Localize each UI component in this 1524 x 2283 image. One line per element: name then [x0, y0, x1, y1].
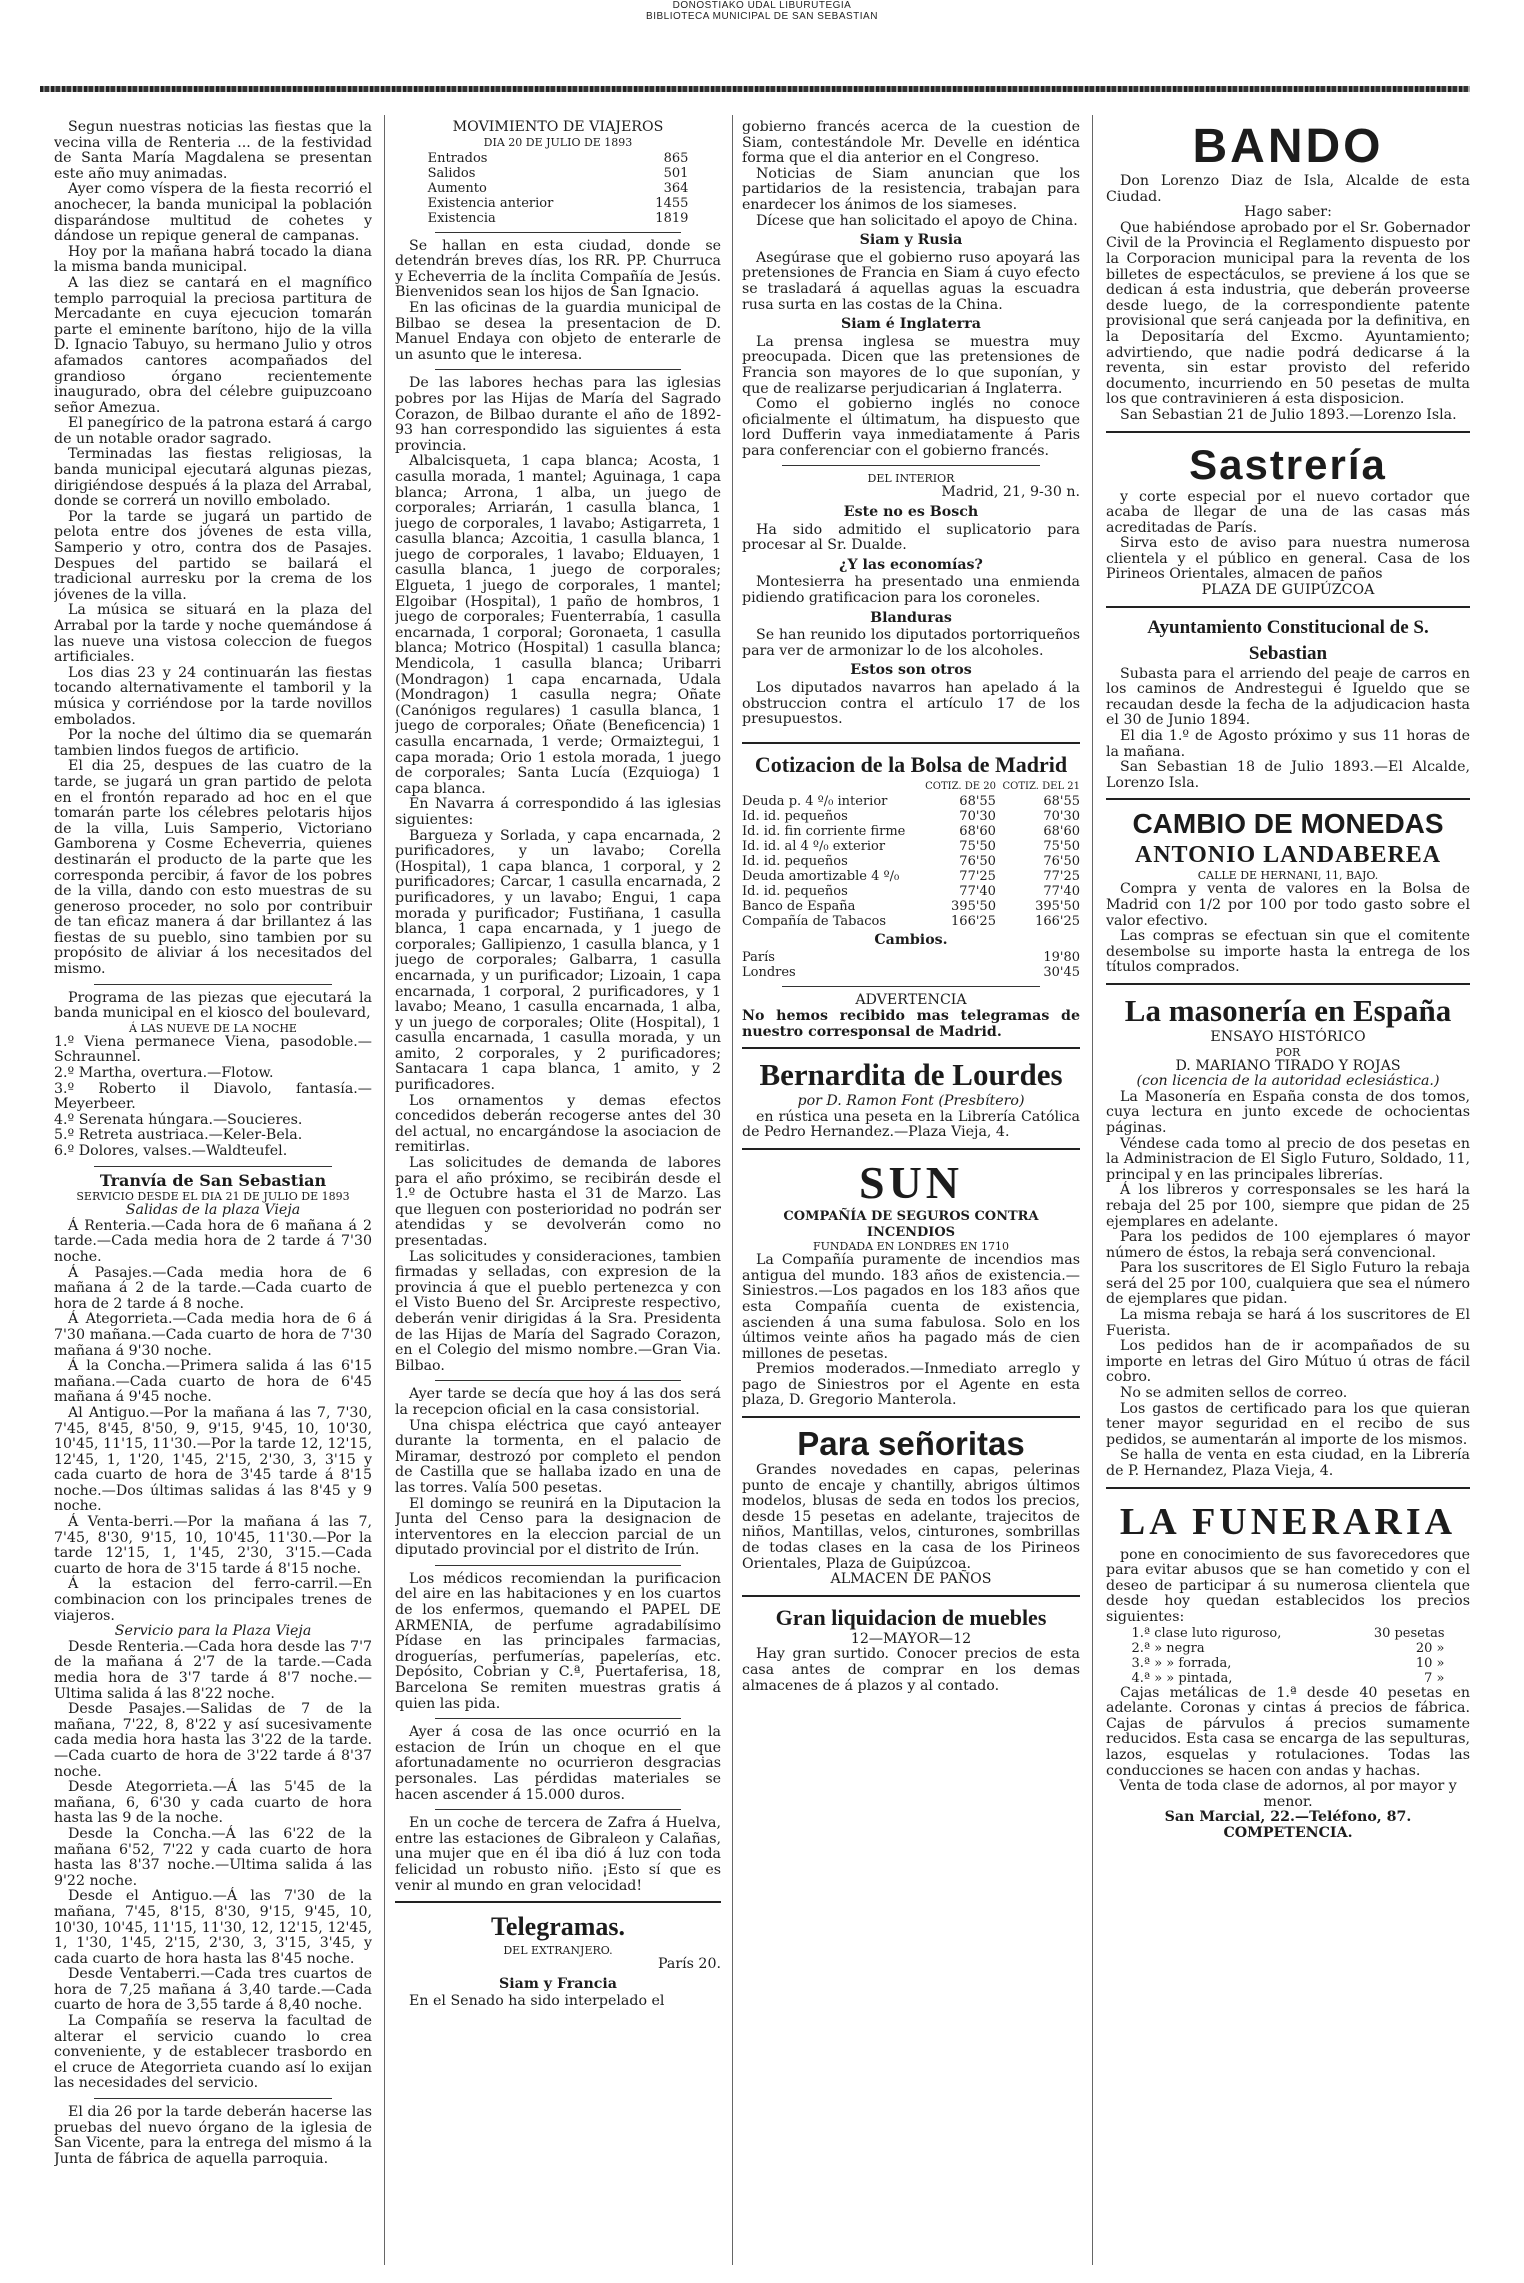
- paragraph: El panegírico de la patrona estará á cargo de un notable orador sagrado.: [54, 415, 372, 447]
- section-heading: ¿Y las economías?: [839, 556, 983, 573]
- paragraph: Noticias de Siam anuncian que los partidarios de la resistencia, trabajan para enardecer los ánimos de los siameses.: [742, 165, 1080, 213]
- column-divider: [1092, 115, 1093, 2265]
- paragraph: Las solicitudes de demanda de labores para el año próximo, se recibirán desde el 1.º de Octubre hasta el 31 de Marzo. Las que lleguen con posterioridad no podrán ser atendidas y se devolverán como no presentadas.: [395, 1155, 721, 1249]
- table-row: [742, 824, 1080, 839]
- paragraph: El dia 1.º de Agosto próximo y sus 11 horas de la mañana.: [1106, 728, 1470, 760]
- section-subheading: Salidas de la plaza Vieja: [125, 1202, 301, 1219]
- ad-title: La masonería en España: [1124, 992, 1452, 1028]
- table-cell: Id. id. fin corriente firme: [742, 823, 906, 839]
- table-cell: 4.ª » » pintada,: [1131, 1670, 1233, 1686]
- paragraph: Á Pasajes.—Cada media hora de 6 mañana á 2 de la tarde.—Cada cuarto de hora de 2 tarde á 8 noche.: [54, 1264, 372, 1312]
- paragraph: Los pedidos han de ir acompañados de su importe en letras del Giro Mútuo ú otras de fácil cobro.: [1106, 1338, 1470, 1386]
- table-cell: 76'50: [959, 853, 996, 869]
- table-cell: Salidos: [427, 165, 476, 181]
- paragraph: La música se situará en la plaza del Arrabal por la tarde y noche quemándose á las nueve una vistosa coleccion de fuegos artificiales.: [54, 602, 372, 666]
- paragraph: Don Lorenzo Diaz de Isla, Alcalde de esta Ciudad.: [1106, 173, 1470, 205]
- paragraph: Desde el Antiguo.—Á las 7'30 de la mañana, 7'45, 8'15, 8'30, 9'15, 9'45, 10, 10'30, 10'45, 11'15, 11'30, 12, 12'15, 12'45, 1, 1'30, 1'45, 2'15, 2'30, 3, 3'15, 3'45, y cada cuarto de hora hasta las 8'45 noche.: [54, 1888, 372, 1967]
- telegrams-heading: Telegramas.: [490, 1912, 626, 1942]
- paragraph: Á Ategorrieta.—Cada media hora de 6 á 7'30 mañana.—Cada cuarto de hora de 7'30 mañana á 9'30 noche.: [54, 1311, 372, 1359]
- table-cell: 166'25: [1035, 913, 1080, 929]
- archive-header-line1: DONOSTIAKO UDAL LIBURUTEGIA: [672, 0, 852, 11]
- table-cell: 7 »: [1424, 1670, 1445, 1686]
- table-cell: Aumento: [427, 180, 487, 196]
- ad-title: LA FUNERARIA: [1119, 1500, 1457, 1543]
- section-heading: Siam é Inglaterra: [841, 316, 981, 333]
- divider: [435, 1565, 681, 1566]
- paragraph: Los médicos recomiendan la purificacion del aire en las habitaciones y en los cuartos de los enfermos, quemando el PAPEL DE ARMENIA, de perfume agradabilísimo Pídase en las principales farmacias, droguerías, perfumerías, papelerías, etc. Depósito, Cobrian y C.ª, Puertaferisa, 18, Barcelona Se remiten muestras gratis á quien las pida.: [395, 1570, 721, 1712]
- table-cell: 68'60: [959, 823, 996, 839]
- bando-title: BANDO: [1192, 120, 1384, 173]
- divider: [742, 1148, 1080, 1150]
- table-cell: Id. id. pequeños: [742, 883, 848, 899]
- ad-footer: PLAZA DE GUIPÚZCOA: [1201, 582, 1375, 599]
- section-heading: Cambios.: [874, 931, 948, 948]
- ad-subtitle: (con licencia de la autoridad eclesiástica.): [1136, 1073, 1440, 1090]
- table-cell: Id. id. pequeños: [742, 808, 848, 824]
- paragraph: Sirva esto de aviso para nuestra numerosa clientela y el público en general. Casa de los Pirineos Orientales, almacen de paños: [1106, 535, 1470, 583]
- table-cell: Id. id. al 4 º/₀ exterior: [742, 838, 886, 854]
- ad-title: Ayuntamiento Constitucional de S. Sebastian: [1147, 616, 1429, 664]
- paragraph: Subasta para el arriendo del peaje de carros en los caminos de Andrestegui é Igueldo que se recaudan desde la fecha de la adjudicacion hasta el 30 de Junio 1894.: [1106, 665, 1470, 729]
- paragraph: En las oficinas de la guardia municipal de Bilbao se desea la presentacion de D. Manuel Endaya con objeto de enterarle de un asunto que le interesa.: [395, 299, 721, 363]
- divider: [94, 2098, 332, 2099]
- table-cell: Londres: [742, 965, 796, 981]
- paragraph: Hoy por la mañana habrá tocado la diana la misma banda municipal.: [54, 243, 372, 276]
- table-cell: París: [742, 950, 775, 966]
- section-heading: Siam y Francia: [499, 1975, 617, 1992]
- paragraph: Dícese que han solicitado el apoyo de China.: [756, 212, 1078, 229]
- archive-header-line2: BIBLIOTECA MUNICIPAL DE SAN SEBASTIAN: [646, 11, 878, 22]
- table-cell: 70'30: [1043, 808, 1080, 824]
- section-heading: Siam y Rusia: [859, 232, 963, 249]
- ad-title: Para señoritas: [797, 1425, 1025, 1463]
- paragraph: Desde Ventaberri.—Cada tres cuartos de hora de 7,25 mañana á 3,40 tarde.—Cada cuarto de hora de 3,55 tarde á 8,40 noche.: [54, 1966, 372, 2014]
- paragraph: Ayer tarde se decía que hoy á las dos será la recepcion oficial en la casa consistorial.: [395, 1386, 721, 1418]
- ad-footer: ALMACEN DE PAÑOS: [830, 1571, 992, 1588]
- paragraph: Albalcisqueta, 1 capa blanca; Acosta, 1 casulla morada, 1 mantel; Aguinaga, 1 capa blanca; Arrona, 1 alba, un juego de corporales; Arriarán, 1 casulla blanca, 1 juego de corporales, 1 lavabo; Astigarreta, 1 casulla blanca; Azcoitia, 1 casulla blanca, 1 juego de corporales, 1 lavabo; Elduayen, 1 casulla blanca, 1 juego de corporales; Elgueta, 1 juego de corporales, 1 mantel; Elgoibar (Hospital), 1 paño de hombros, 1 juego de corporales; Fuenterrabía, 1 casulla encarnada, 1 corporal; Goronaeta, 1 casulla blanca; Motrico (Hospital) 1 casulla blanca; Mendicola, 1 casulla blanca; Uribarri (Mondragon) 1 capa encarnada, Udala (Mondragon) 1 casulla negra; Oñate (Canónigos regulares) 1 casulla blanca, 1 juego de corporales; Oñate (Beneficencia) 1 casulla encarnada, 1 verde; Ormaiztegui, 1 capa morada; Orio 1 estola morada, 1 juego de corporales; Santa Lucía (Ezquioga) 1 capa blanca.: [395, 453, 721, 797]
- table-cell: Banco de España: [742, 898, 856, 914]
- divider: [435, 1718, 681, 1719]
- divider: [742, 1047, 1080, 1049]
- paragraph: Una chispa eléctrica que cayó anteayer durante la tormenta, en el palacio de Miramar, destrozó por completo el pendon de Castilla que se hallaba izado en una de las torres. Valía 500 pesetas.: [395, 1417, 721, 1496]
- column-divider: [384, 115, 385, 2265]
- table-cell: 395'50: [1035, 898, 1080, 914]
- table-cell: 77'25: [1043, 868, 1080, 884]
- paragraph: Terminadas las fiestas religiosas, la banda municipal ejecutará algunas piezas, dirigiéndose después á la plaza del Arrabal, donde se correrá un novillo embolado.: [54, 446, 372, 510]
- paragraph: Se han reunido los diputados portorriqueños para ver de armonizar lo de los alcoholes.: [742, 627, 1080, 659]
- paragraph: Los diputados navarros han apelado á la obstruccion contra el artículo 17 de los presupuestos.: [742, 680, 1080, 728]
- list-item: 5.º Retreta austriaca.—Keler-Bela.: [54, 1127, 303, 1144]
- table-row: [1131, 1671, 1444, 1686]
- table-cell: 364: [663, 180, 689, 196]
- section-subheading: SERVICIO DESDE EL DIA 21 DE JULIO DE 1893: [76, 1190, 350, 1204]
- table-cell: 3.ª » » forrada,: [1131, 1655, 1232, 1671]
- divider: [782, 465, 1040, 466]
- table-cell: 395'50: [951, 898, 996, 914]
- paragraph: Á la Concha.—Primera salida á las 6'15 mañana.—Cada cuarto de hora de 6'45 mañana á 9'45 noche.: [54, 1358, 372, 1406]
- paragraph: Para los suscritores de El Siglo Futuro la rebaja será del 25 por 100, cualquiera que sea el número de ejemplares que pidan.: [1106, 1260, 1470, 1308]
- ad-subtitle: ENSAYO HISTÓRICO: [1210, 1028, 1366, 1045]
- exchange-table: [742, 950, 1080, 980]
- table-cell: 76'50: [1043, 853, 1080, 869]
- paragraph: Ayer á cosa de las once ocurrió en la estacion de Irún un choque en el que afortunadamente no ocurrieron desgracias personales. Las pérdidas materiales se hacen ascender á 15.000 duros.: [395, 1724, 721, 1803]
- table-cell: Deuda amortizable 4 º/₀: [742, 868, 900, 884]
- archive-header: [0, 0, 1524, 22]
- table-cell: 2.ª » negra: [1131, 1640, 1205, 1656]
- divider: [742, 742, 1080, 744]
- paragraph: Á la estacion del ferro-carril.—En combinacion con los principales trenes de viajeros.: [54, 1576, 372, 1624]
- ad-subtitle: 12—MAYOR—12: [850, 1630, 972, 1647]
- paragraph: En un coche de tercera de Zafra á Huelva, entre las estaciones de Gibraleon y Calañas, una mujer que en él iba dió á luz con toda felicidad un robusto niño. ¡Esto sí que es venir al mundo en gran velocidad!: [395, 1815, 721, 1894]
- paragraph: Compra y venta de valores en la Bolsa de Madrid con 1/2 por 100 por todo gasto sobre el valor efectivo.: [1106, 881, 1470, 929]
- ad-title: Gran liquidacion de muebles: [775, 1604, 1047, 1630]
- price-table: [1131, 1626, 1444, 1686]
- divider: [395, 1901, 721, 1903]
- paragraph: Segun nuestras noticias las fiestas que la vecina villa de Renteria ... de la festividad de Santa María Magdalena se presentan este año muy animadas.: [54, 120, 372, 182]
- table-cell: 75'50: [1043, 838, 1080, 854]
- paragraph: Á Venta-berri.—Por la mañana á las 7, 7'45, 8'30, 9'15, 10, 10'45, 11'30.—Por la tarde 12'15, 1, 1'45, 2'30, 3'15.—Cada cuarto de hora de 3'15 tarde á 8'15 noche.: [54, 1514, 372, 1577]
- table-cell: Compañía de Tabacos: [742, 913, 886, 929]
- paragraph: en rústica una peseta en la Librería Católica de Pedro Hernandez.—Plaza Vieja, 4.: [742, 1108, 1080, 1141]
- ad-address: San Marcial, 22.—Teléfono, 87.: [1164, 1809, 1412, 1826]
- section-heading: MOVIMIENTO DE VIAJEROS: [452, 120, 664, 135]
- paragraph: Como el gobierno inglés no conoce oficialmente el últimatum, ha dispuesto que lord Dufferin vaya inmediatamente á Paris para conferenciar con el gobierno francés.: [742, 396, 1080, 459]
- paragraph: Ha sido admitido el suplicatorio para procesar al Sr. Dualde.: [742, 521, 1080, 554]
- ad-address: CALLE DE HERNANI, 11, BAJO.: [1197, 869, 1379, 883]
- table-cell: 68'60: [1043, 823, 1080, 839]
- ad-title: CAMBIO DE MONEDAS: [1132, 808, 1444, 840]
- ad-subtitle: FUNDADA EN LONDRES EN 1710: [813, 1240, 1009, 1254]
- section-subheading: DIA 20 DE JULIO DE 1893: [483, 135, 633, 149]
- divider: [1106, 983, 1470, 985]
- divider: [435, 232, 681, 233]
- list-item: 3.º Roberto il Diavolo, fantasía.—Meyerbeer.: [54, 1080, 372, 1113]
- table-row: [1131, 1626, 1444, 1641]
- table-row: [742, 869, 1080, 884]
- section-heading: Este no es Bosch: [843, 504, 979, 521]
- paragraph: En Navarra á correspondido á las iglesias siguientes:: [395, 796, 721, 828]
- paragraph: Los gastos de certificado para los que quieran tener mayor seguridad en el recibo de sus pedidos, se aumentarán al importe de los mismos.: [1106, 1400, 1470, 1448]
- section-heading: Blanduras: [870, 609, 952, 626]
- paragraph: Premios moderados.—Inmediato arreglo y pago de Siniestros por el Agente en esta plaza, D. Gregorio Manterola.: [742, 1361, 1080, 1409]
- paragraph: No se admiten sellos de correo.: [1120, 1385, 1348, 1402]
- table-cell: 19'80: [1043, 950, 1080, 966]
- paragraph: Programa de las piezas que ejecutará la banda municipal en el kiosco del boulevard,: [54, 989, 372, 1022]
- paragraph: El dia 25, despues de las cuatro de la tarde, se jugará un gran partido de pelota en el frontón reparado ad hoc en el que tomarán parte los célebres pelotaris hijos de la villa, Luis Samperio, Victoriano Gamborena y Cosme Echeverria, quienes destinarán el producto de la parte que les corresponda percibir, á favor de los pobres de la villa, dando con esto muestras de su generoso proceder, no solo por contribuir de tan eficaz manera á dar brillantez á las fiestas de su pueblo, sino tambien por su propósito de aliviar á los necesitados del mismo.: [54, 758, 372, 978]
- ad-subtitle: POR: [1275, 1045, 1301, 1059]
- divider: [435, 1809, 681, 1810]
- paragraph: De las labores hechas para las iglesias pobres por las Hijas de María del Sagrado Corazon, de Bilbao durante el año de 1892-93 han correspondido las siguientes á esta provincia.: [395, 375, 721, 454]
- table-row: [428, 166, 689, 181]
- divider: [435, 1380, 681, 1381]
- top-rule: [40, 86, 1470, 92]
- table-row: [742, 884, 1080, 899]
- ad-title: SUN: [858, 1156, 964, 1208]
- paragraph: Por la tarde se jugará un partido de pelota entre dos jóvenes de esta villa, Samperio y otro, contra dos de Pasajes. Despues del partido se bailará el tradicional aurresku por la crema de los jóvenes de la villa.: [54, 508, 372, 603]
- paragraph: Grandes novedades en capas, pelerinas punto de encaje y chantilly, abrigos últimos modelos, blusas de seda en todos los precios, desde 15 pesetas en adelante, trajecitos de niños, Mantillas, velos, cinturones, sombrillas de todas clases en la casa de los Pirineos Orientales, Plaza de Guipúzcoa.: [742, 1462, 1080, 1572]
- paragraph: El domingo se reunirá en la Diputacion la Junta del Censo para la designacion de interventores en la eleccion parcial de un diputado provincial por el distrito de Irún.: [395, 1495, 721, 1559]
- divider: [1106, 798, 1470, 800]
- table-cell: 30'45: [1043, 965, 1080, 981]
- ad-subtitle: COMPAÑÍA DE SEGUROS CONTRA INCENDIOS: [783, 1208, 1039, 1240]
- table-cell: 166'25: [951, 913, 996, 929]
- ad-subtitle: ANTONIO LANDABEREA: [1134, 842, 1442, 869]
- table-cell: 77'40: [1043, 883, 1080, 899]
- table-cell: 1819: [655, 210, 689, 226]
- section-subheading: Servicio para la Plaza Vieja: [114, 1623, 312, 1640]
- table-cell: Entrados: [427, 150, 488, 166]
- column-3: [742, 120, 1080, 2270]
- table-cell: 1455: [655, 195, 689, 211]
- paragraph: Hago saber:: [1244, 204, 1332, 221]
- table-row: [428, 196, 689, 211]
- paragraph: Á los libreros y corresponsales se les hará la rebaja del 25 por 100, siempre que pidan de 25 ejemplares en adelante.: [1106, 1182, 1470, 1230]
- paragraph: Desde Ategorrieta.—Á las 5'45 de la mañana, 6, 6'30 y cada cuarto de hora hasta las 9 de la noche.: [54, 1779, 372, 1827]
- stock-exchange-heading: Cotizacion de la Bolsa de Madrid: [754, 751, 1068, 777]
- dateline: Madrid, 21, 9-30 n.: [941, 484, 1080, 501]
- paragraph: No hemos recibido mas telegramas de nuestro corresponsal de Madrid.: [742, 1007, 1080, 1040]
- paragraph: Hay gran surtido. Conocer precios de esta casa antes de comprar en los demas almacenes de á plazos y al contado.: [742, 1646, 1080, 1694]
- paragraph: Se halla de venta en esta ciudad, en la Librería de P. Hernandez, Plaza Vieja, 4.: [1106, 1447, 1470, 1479]
- paragraph: La prensa inglesa se muestra muy preocupada. Dicen que las pretensiones de Francia son mayores de lo que suponían, y que de realizarse perjudicarian á Inglaterra.: [742, 333, 1080, 397]
- column-divider: [732, 115, 733, 2265]
- travellers-table: [428, 151, 689, 226]
- table-cell: 68'55: [1043, 793, 1080, 809]
- paragraph: El dia 26 por la tarde deberán hacerse las pruebas del nuevo órgano de la iglesia de San Vicente, para la entrega del mismo á la Junta de fábrica de aquella parroquia.: [54, 2104, 372, 2167]
- paragraph: Desde Renteria.—Cada hora desde las 7'7 de la mañana á 2'7 de la tarde.—Cada media hora de 3'7 tarde á 8'7 noche.—Ultima salida á las 8'22 noche.: [54, 1638, 372, 1702]
- paragraph: La Compañía se reserva la facultad de alterar el servicio cuando lo crea conveniente, y de establecer trasbordo en el cruce de Ategorrieta cuando así lo exijan las necesidades del servicio.: [54, 2013, 372, 2092]
- column-4: [1106, 120, 1470, 2270]
- paragraph: Se hallan en esta ciudad, donde se detendrán breves días, los RR. PP. Churruca y Echeverria de la ínclita Compañía de Jesús. Bienvenidos sean los hijos de San Ignacio.: [395, 237, 721, 301]
- table-cell: 1.ª clase luto riguroso,: [1131, 1625, 1282, 1641]
- table-row: [428, 211, 689, 226]
- table-cell: 77'40: [959, 883, 996, 899]
- column-header: COTIZ. DE 20: [925, 780, 996, 792]
- table-row: [742, 950, 1080, 965]
- divider: [1106, 431, 1470, 433]
- list-item: 1.º Viena permanece Viena, pasodoble.—Schraunnel.: [54, 1033, 372, 1066]
- paragraph: Al Antiguo.—Por la mañana á las 7, 7'30, 7'45, 8'45, 8'50, 9, 9'15, 9'45, 10, 10'30, 10'45, 11'15, 11'30.—Por la tarde 12, 12'15, 12'45, 1, 1'20, 1'45, 2'15, 2'30, 3, 3'15 y cada cuarto de hora de 3'45 tarde á 8'15 noche.—Dos últimas salidas á las 8'45 y 9 noche.: [54, 1404, 372, 1515]
- paragraph: Que habiéndose aprobado por el Sr. Gobernador Civil de la Provincia el Reglamento dispuesto por la Corporacion municipal para la reventa de los billetes de espectáculos, se previene á los que se dedican á esta industria, que deberán proveerse desde luego, de la correspondiente patente provisional que será canjeada por la definitiva, en la Depositaría del Excmo. Ayuntamiento; advirtiendo, que nadie podrá dedicarse á la reventa, sin estar provisto del referido documento, incurriendo en 50 pesetas de multa los que contravinieren á esta disposicion.: [1106, 219, 1470, 408]
- paragraph: Montesierra ha presentado una enmienda pidiendo gratificacion para los coroneles.: [742, 574, 1080, 607]
- paragraph: En el Senado ha sido interpelado el: [409, 1993, 665, 2010]
- divider: [742, 1416, 1080, 1418]
- table-cell: 865: [663, 150, 689, 166]
- divider: [94, 1166, 332, 1167]
- program-list: [54, 1035, 372, 1160]
- paragraph: Para los pedidos de 100 ejemplares ó mayor número de éstos, la rebaja será convencional.: [1106, 1229, 1470, 1261]
- list-item: 4.º Serenata húngara.—Soucieres.: [54, 1111, 303, 1128]
- paragraph: Á Renteria.—Cada hora de 6 mañana á 2 tarde.—Cada media hora de 2 tarde á 7'30 noche.: [54, 1217, 372, 1265]
- stock-table: [742, 779, 1080, 929]
- paragraph: San Sebastian 18 de Julio 1893.—El Alcalde, Lorenzo Isla.: [1106, 759, 1470, 791]
- paragraph: Por la noche del último dia se quemarán tambien lindos fuegos de artificio.: [54, 727, 372, 759]
- paragraph: Los dias 23 y 24 continuarán las fiestas tocando alternativamente el tamboril y la música y corriéndose por la tarde novillos embolados.: [54, 664, 372, 728]
- table-cell: Existencia anterior: [427, 195, 554, 211]
- column-1: [54, 120, 372, 2270]
- table-row: [742, 965, 1080, 980]
- divider: [94, 984, 332, 985]
- list-item: 6.º Dolores, valses.—Waldteufel.: [54, 1143, 288, 1159]
- table-row: [1131, 1641, 1444, 1656]
- divider: [1106, 1487, 1470, 1489]
- program-subheading: Á LAS NUEVE DE LA NOCHE: [129, 1021, 297, 1035]
- divider: [782, 986, 1040, 987]
- divider: [435, 369, 681, 370]
- paragraph: Asegúrase que el gobierno ruso apoyará las pretensiones de Francia en Siam á cuyo efecto se trasladará á aquellas aguas la escuadra rusa surta en las costas de la China.: [742, 249, 1080, 313]
- paragraph: Desde la Concha.—Á las 6'22 de la mañana 6'52, 7'22 y cada cuarto de hora hasta las 8'37 noche.—Ultima salida á las 9'22 noche.: [54, 1825, 372, 1889]
- table-cell: 68'55: [959, 793, 996, 809]
- table-cell: Existencia: [427, 210, 496, 226]
- table-row: [742, 854, 1080, 869]
- ad-subtitle: D. MARIANO TIRADO Y ROJAS: [1175, 1057, 1401, 1074]
- section-subheading: DEL EXTRANJERO.: [503, 1944, 613, 1958]
- section-subheading: DEL INTERIOR: [867, 472, 955, 486]
- paragraph: San Sebastian 21 de Julio 1893.—Lorenzo Isla.: [1120, 406, 1457, 423]
- paragraph: La misma rebaja se hará á los suscritores de El Fuerista.: [1106, 1307, 1470, 1339]
- table-row: [742, 839, 1080, 854]
- table-cell: Id. id. pequeños: [742, 853, 848, 869]
- paragraph: gobierno francés acerca de la cuestion de Siam, contestándole Mr. Develle en idéntica forma que el dia anterior en el Congreso.: [742, 120, 1080, 167]
- list-item: 2.º Martha, overtura.—Flotow.: [54, 1065, 274, 1082]
- table-cell: Deuda p. 4 º/₀ interior: [742, 793, 888, 809]
- table-row: [742, 899, 1080, 914]
- table-cell: 77'25: [959, 868, 996, 884]
- paragraph: La Masonería en España consta de dos tomos, cuya lectura en junto excede de ochocientas páginas.: [1106, 1088, 1470, 1136]
- paragraph: Ayer como víspera de la fiesta recorrió el anochecer, la banda municipal la población disparándose multitud de cohetes y dándose un repique general de campanas.: [54, 181, 372, 245]
- paragraph: pone en conocimiento de sus favorecedores que para evitar abusos que se han cometido y con el deseo de participar á su numerosa clientela que desde hoy quedan establecidos los precios siguientes:: [1106, 1546, 1470, 1625]
- table-row: [742, 809, 1080, 824]
- section-heading: Tranvía de San Sebastian: [99, 1170, 327, 1190]
- paragraph: Cajas metálicas de 1.ª desde 40 pesetas en adelante. Coronas y cintas á precios de fábrica. Cajas de párvulos á precios sumamente reducidos. Esta casa se encarga de las sepulturas, lazos, esquelas y rotulaciones. Todas las conducciones se hacen con andas y hachas.: [1106, 1684, 1470, 1779]
- paragraph: Bargueza y Sorlada, y capa encarnada, 2 purificadores, y un lavabo; Corella (Hospital), 1 capa blanca, 1 corporal, y 2 purificadores; Carcar, 1 casulla encarnada, 2 purificadores, y un lavabo; Engui, 1 capa morada y purificador; Fustiñana, 1 casulla blanca, 1 capa encarnada, y 1 juego de corporales; Gallipienzo, 1 casulla blanca, y 1 juego de corporales; Galbarra, 1 casulla encarnada, y un purificador; Lizoain, 1 capa encarnada, 1 corporal, 2 purificadores, y 1 lavabo; Meano, 1 casulla encarnada, 1 alba, y un juego de corporales; Olite (Hospital), 1 casulla encarnada, 1 casulla morada, y un amito, 2 corporales, y 2 purificadores; Santacara 1 capa blanca, 1 amito, y 2 purificadores.: [395, 827, 721, 1094]
- table-cell: 20 »: [1415, 1640, 1445, 1656]
- paragraph: Desde Pasajes.—Salidas de 7 de la mañana, 7'22, 8, 8'22 y así sucesivamente cada media hora hasta las 3'22 de la tarde.—Cada cuarto de hora de 3'22 tarde á 8'37 noche.: [54, 1701, 372, 1780]
- table-row: [428, 151, 689, 166]
- paragraph: Las compras se efectuan sin que el comitente desembolse su importe hasta la entrega de los títulos comprados.: [1106, 928, 1470, 976]
- table-cell: 75'50: [959, 838, 996, 854]
- paragraph: A las diez se cantará en el magnífico templo parroquial la preciosa partitura de Mercadante en cuya ejecucion tomarán parte el eminente barítono, hijo de la villa D. Ignacio Tabuyo, su hermano Julio y otros afamados cantores acompañados del grandioso órgano recientemente inaugurado, obra del célebre guipuzcoano señor Amezua.: [54, 274, 372, 416]
- section-heading: Estos son otros: [850, 662, 972, 679]
- divider: [1106, 606, 1470, 608]
- table-row: [428, 181, 689, 196]
- ad-subtitle: por D. Ramon Font (Presbítero): [797, 1093, 1025, 1110]
- column-2: [395, 120, 721, 2270]
- section-heading: ADVERTENCIA: [855, 992, 967, 1009]
- paragraph: y corte especial por el nuevo cortador que acaba de llegar de una de las casas más acreditadas de París.: [1106, 488, 1470, 536]
- table-row: [1131, 1656, 1444, 1671]
- paragraph: Venta de toda clase de adornos, al por mayor y menor.: [1119, 1778, 1457, 1810]
- paragraph: La Compañía puramente de incendios mas antigua del mundo. 183 años de existencia.—Siniestros.—Los pagados en los 183 años que esta Compañía cuenta de existencia, ascienden á una suma fabulosa. Solo en los últimos veinte años ha pagado más de cien millones de pesetas.: [742, 1252, 1080, 1362]
- table-row: [742, 794, 1080, 809]
- dateline: París 20.: [657, 1956, 721, 1973]
- table-cell: 501: [663, 165, 689, 181]
- table-row: [742, 914, 1080, 929]
- table-cell: 30 pesetas: [1373, 1625, 1445, 1641]
- ad-footer: COMPETENCIA.: [1223, 1824, 1353, 1841]
- table-cell: 10 »: [1415, 1655, 1445, 1671]
- divider: [742, 1595, 1080, 1597]
- ad-title: Bernardita de Lourdes: [759, 1057, 1063, 1093]
- paragraph: Véndese cada tomo al precio de dos pesetas en la Administracion de El Siglo Futuro, Soldado, 11, principal y en las principales librerías.: [1106, 1135, 1470, 1183]
- table-header-row: [742, 779, 1080, 794]
- paragraph: Los ornamentos y demas efectos concedidos deberán recogerse antes del 30 del actual, no encargándose la asociacion de remitirlas.: [395, 1092, 721, 1156]
- ad-title: Sastrería: [1189, 440, 1387, 488]
- paragraph: Las solicitudes y consideraciones, tambien firmadas y selladas, con expresion de la provincia á que el pueblo pertenezca y con el Visto Bueno del Sr. Arcipreste respectivo, deberán venir dirigidas á la Sra. Presidenta de las Hijas de María del Sagrado Corazon, en el Colegio del mismo nombre.—Gran Via. Bilbao.: [395, 1248, 721, 1374]
- table-cell: 70'30: [959, 808, 996, 824]
- column-header: COTIZ. DEL 21: [1002, 780, 1080, 792]
